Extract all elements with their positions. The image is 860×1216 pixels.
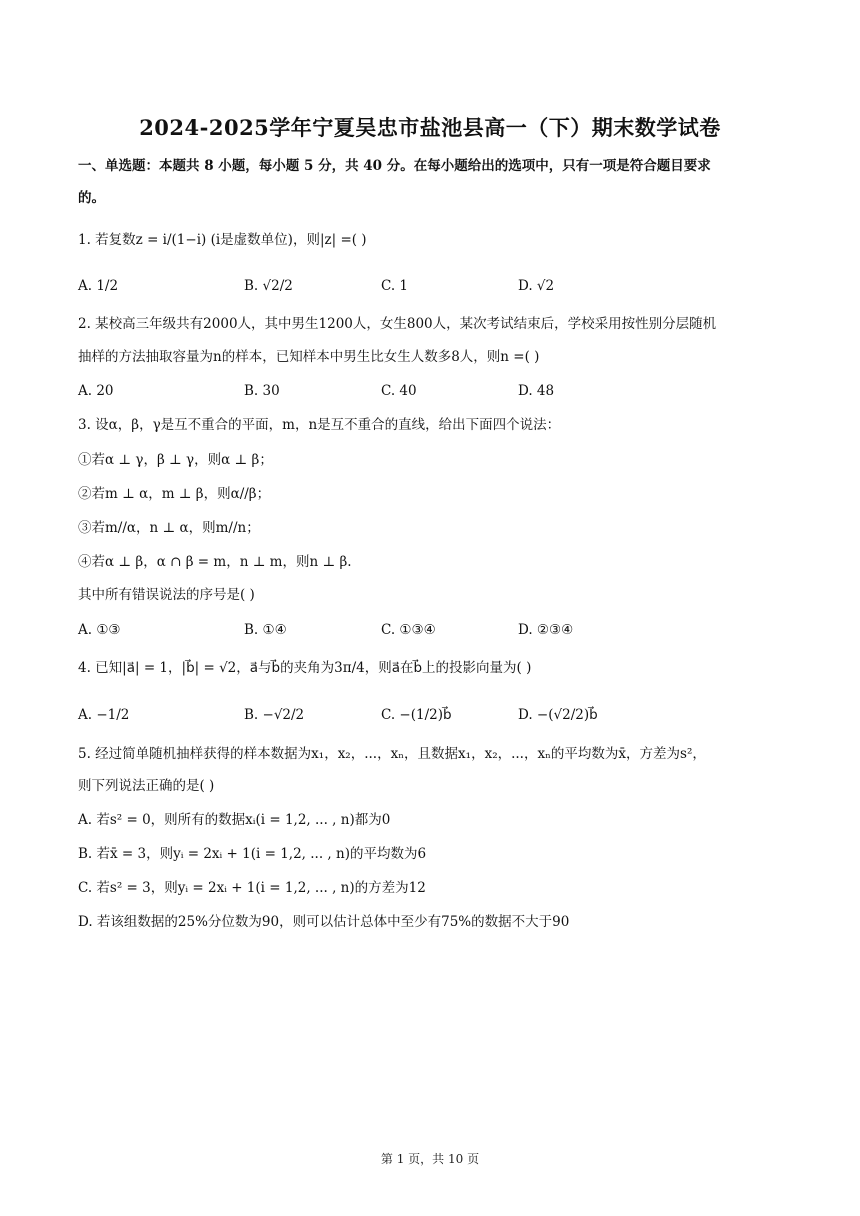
section-heading-line1: 一、单选题：本题共 8 小题，每小题 5 分，共 40 分。在每小题给出的选项中，只有一项是符合题目要求 (78, 158, 711, 174)
page-footer: 第 1 页，共 10 页 (380, 1152, 480, 1166)
q4-stem: 4. 已知|a⃗| = 1，|b⃗| = √2，a⃗与b⃗的夹角为3π/4，则a⃗在b⃗上的投影向量为( ) (78, 660, 532, 676)
q3-question: 其中所有错误说法的序号是( ) (78, 587, 255, 603)
q3-statement-4: ④若α ⊥ β，α ∩ β = m，n ⊥ m，则n ⊥ β. (78, 554, 352, 570)
q1-option-b: B. √2/2 (244, 278, 293, 294)
q4-option-b: B. −√2/2 (244, 707, 305, 723)
q3-option-c: C. ①③④ (381, 622, 436, 638)
q1-option-a: A. 1/2 (78, 278, 119, 294)
q5-option-c: C. 若s² = 3，则yᵢ = 2xᵢ + 1(i = 1,2, ... , n)的方差为12 (78, 880, 426, 896)
q4-option-d: D. −(√2/2)b⃗ (518, 707, 598, 723)
q5-stem-line1: 5. 经过简单随机抽样获得的样本数据为x₁，x₂，...，xₙ，且数据x₁，x₂，...，xₙ的平均数为x̄，方差为s²， (78, 746, 706, 762)
page-title: 2024-2025学年宁夏吴忠市盐池县高一（下）期末数学试卷 (139, 115, 721, 140)
q3-statement-1: ①若α ⊥ γ，β ⊥ γ，则α ⊥ β； (78, 452, 273, 468)
q4-option-c: C. −(1/2)b⃗ (381, 707, 452, 723)
q3-option-a: A. ①③ (78, 622, 121, 638)
q5-option-b: B. 若x̄ = 3，则yᵢ = 2xᵢ + 1(i = 1,2, ... , n)的平均数为6 (78, 846, 427, 862)
q2-stem-line1: 2. 某校高三年级共有2000人，其中男生1200人，女生800人，某次考试结束后，学校采用按性别分层随机 (78, 316, 717, 332)
q5-option-a: A. 若s² = 0，则所有的数据xᵢ(i = 1,2, ... , n)都为0 (78, 812, 391, 828)
q1-option-c: C. 1 (381, 278, 409, 294)
q1-stem: 1. 若复数z = i/(1−i) (i是虚数单位)，则|z| =( ) (78, 232, 367, 248)
q3-option-d: D. ②③④ (518, 622, 574, 638)
q3-option-b: B. ①④ (244, 622, 287, 638)
q5-stem-line2: 则下列说法正确的是( ) (78, 778, 215, 794)
q2-option-b: B. 30 (244, 383, 280, 399)
q3-stem: 3. 设α，β，γ是互不重合的平面，m，n是互不重合的直线，给出下面四个说法： (78, 417, 561, 433)
q2-option-c: C. 40 (381, 383, 417, 399)
q2-option-d: D. 48 (518, 383, 555, 399)
q2-option-a: A. 20 (78, 383, 114, 399)
q1-option-d: D. √2 (518, 278, 555, 294)
q3-statement-2: ②若m ⊥ α，m ⊥ β，则α//β； (78, 486, 271, 502)
q2-stem-line2: 抽样的方法抽取容量为n的样本，已知样本中男生比女生人数多8人，则n =( ) (78, 349, 540, 365)
q4-option-a: A. −1/2 (78, 707, 130, 723)
q3-statement-3: ③若m//α，n ⊥ α，则m//n； (78, 520, 260, 536)
q5-option-d: D. 若该组数据的25%分位数为90，则可以估计总体中至少有75%的数据不大于90 (78, 914, 570, 930)
section-heading-line2: 的。 (78, 190, 105, 206)
